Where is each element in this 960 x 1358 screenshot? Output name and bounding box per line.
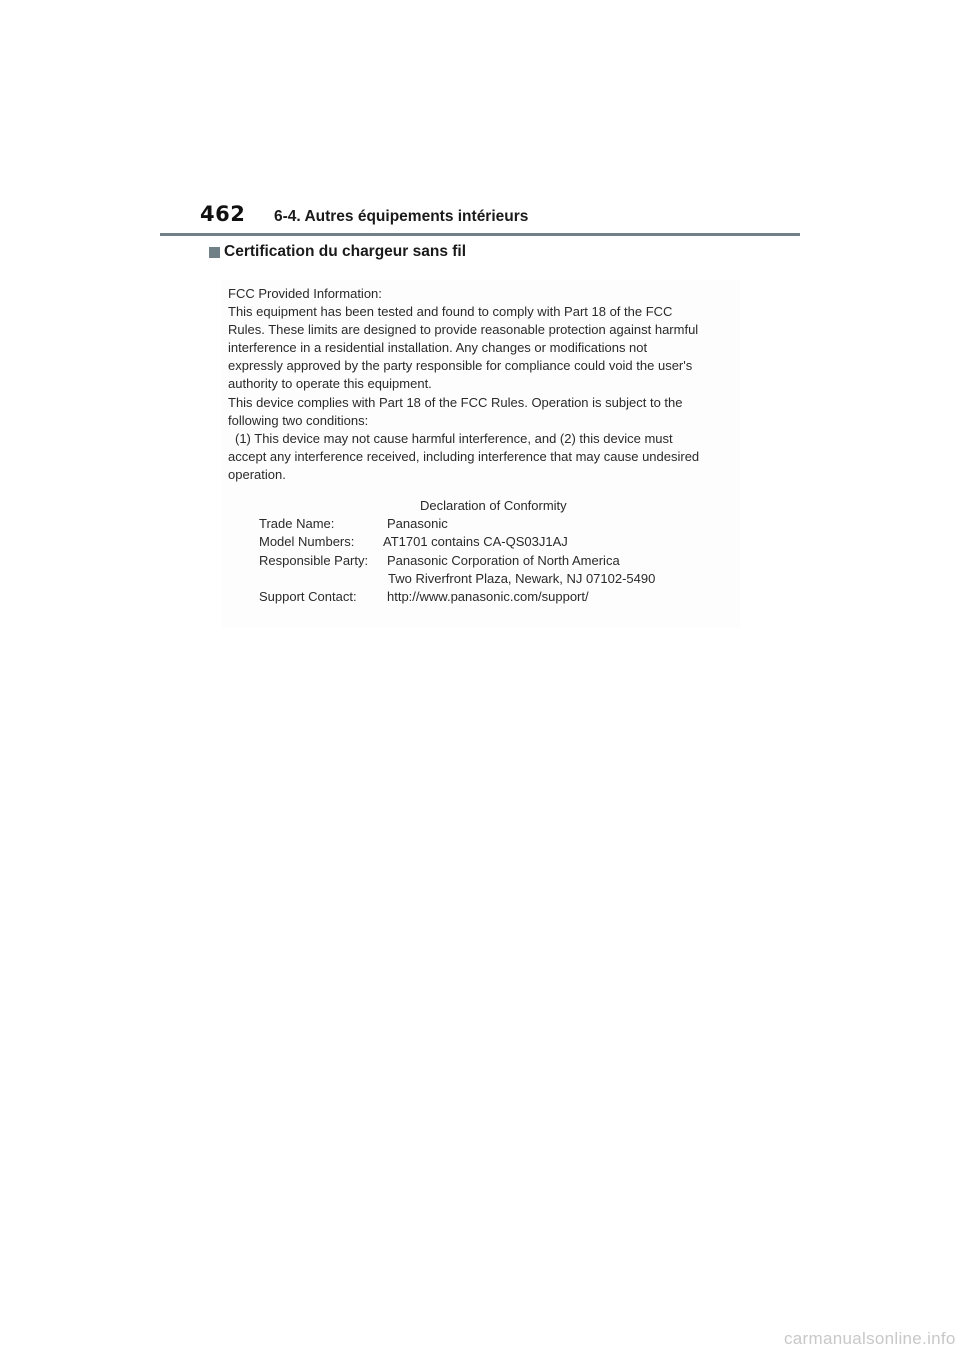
section-title: 6-4. Autres équipements intérieurs [274,208,529,225]
square-bullet-icon [209,247,220,258]
fcc-line: This device complies with Part 18 of the FCC Rules. Operation is subject to the [228,394,683,410]
page-number: 462 [200,202,246,226]
fcc-line: FCC Provided Information: [228,286,382,301]
declaration-label: Model Numbers: [259,534,355,550]
fcc-line: following two conditions: [228,412,369,428]
fcc-line: expressly approved by the party responsible for compliance could void the user's [228,358,693,374]
page-header [160,202,800,236]
declaration-value: Two Riverfront Plaza, Newark, NJ 07102-5490 [388,570,656,586]
header-rule [160,233,800,236]
declaration-title: Declaration of Conformity [420,498,567,513]
fcc-line: operation. [228,466,286,482]
watermark: carmanualsonline.info [784,1329,956,1348]
declaration-label: Trade Name: [259,516,335,531]
declaration-value: Panasonic Corporation of North America [387,552,620,568]
subheading-text: Certification du chargeur sans fil [224,243,467,260]
fcc-line: authority to operate this equipment. [228,376,432,392]
declaration-label: Support Contact: [259,589,357,605]
fcc-information [228,285,748,484]
fcc-line: interference in a residential installation. Any changes or modifications not [228,340,648,356]
declaration-value: Panasonic [387,516,448,531]
declaration-label: Responsible Party: [259,552,369,568]
fcc-line: (1) This device may not cause harmful interference, and (2) this device must [235,430,673,446]
declaration-value: AT1701 contains CA-QS03J1AJ [383,534,568,550]
fcc-line: Rules. These limits are designed to provide reasonable protection against harmful [228,322,699,338]
fcc-line: accept any interference received, including interference that may cause undesired [228,448,700,464]
fcc-line: This equipment has been tested and found to comply with Part 18 of the FCC [228,304,673,320]
declaration-value: http://www.panasonic.com/support/ [387,589,589,605]
subheading [209,243,466,261]
